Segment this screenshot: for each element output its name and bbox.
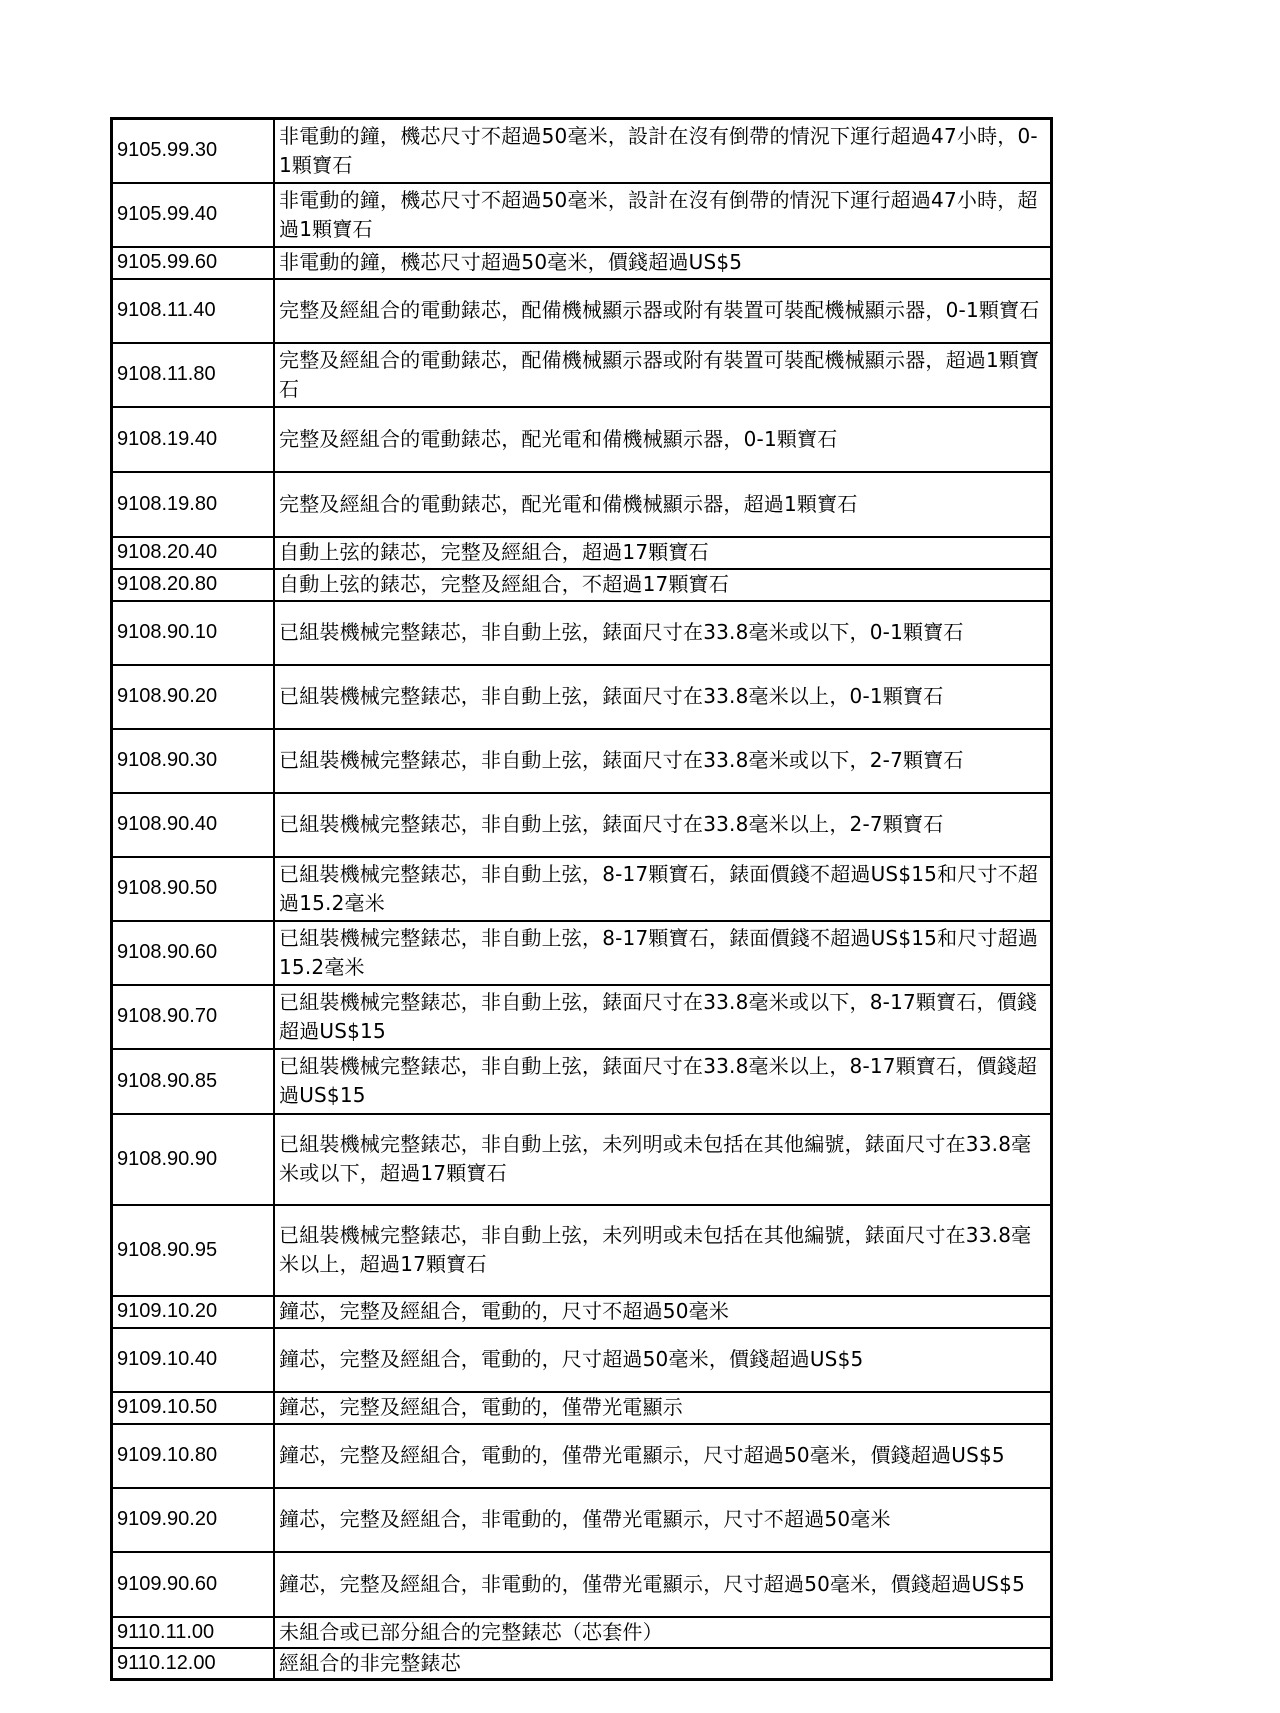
description-cell: 已組裝機械完整錶芯，非自動上弦，未列明或未包括在其他編號，錶面尺寸在33.8毫米以上，超過17顆寶石 bbox=[274, 1205, 1052, 1296]
hs-code-cell: 9109.10.50 bbox=[112, 1392, 275, 1424]
description-cell: 已組裝機械完整錶芯，非自動上弦，錶面尺寸在33.8毫米或以下，0-1顆寶石 bbox=[274, 601, 1052, 665]
hs-code-cell: 9105.99.30 bbox=[112, 119, 275, 183]
table-row bbox=[112, 1049, 1052, 1114]
table-row bbox=[112, 1552, 1052, 1617]
description-cell: 鐘芯，完整及經組合，電動的，尺寸不超過50毫米 bbox=[274, 1296, 1052, 1328]
hs-code-cell: 9110.11.00 bbox=[112, 1617, 275, 1648]
table-row bbox=[112, 247, 1052, 279]
table-row bbox=[112, 569, 1052, 601]
hs-code-cell: 9108.19.40 bbox=[112, 407, 275, 472]
description-cell: 鐘芯，完整及經組合，非電動的，僅帶光電顯示，尺寸超過50毫米，價錢超過US$5 bbox=[274, 1552, 1052, 1617]
table-row bbox=[112, 601, 1052, 665]
description-cell: 已組裝機械完整錶芯，非自動上弦，8-17顆寶石，錶面價錢不超過US$15和尺寸不超過15.2毫米 bbox=[274, 857, 1052, 921]
table-row bbox=[112, 1648, 1052, 1680]
table-row bbox=[112, 793, 1052, 857]
hs-code-cell: 9108.90.10 bbox=[112, 601, 275, 665]
hs-code-cell: 9110.12.00 bbox=[112, 1648, 275, 1680]
table-row bbox=[112, 857, 1052, 921]
table-row bbox=[112, 1392, 1052, 1424]
table-row bbox=[112, 665, 1052, 729]
hs-code-cell: 9105.99.40 bbox=[112, 183, 275, 247]
hs-code-cell: 9108.19.80 bbox=[112, 472, 275, 537]
description-cell: 自動上弦的錶芯，完整及經組合，不超過17顆寶石 bbox=[274, 569, 1052, 601]
description-cell: 完整及經組合的電動錶芯，配光電和備機械顯示器，0-1顆寶石 bbox=[274, 407, 1052, 472]
description-cell: 已組裝機械完整錶芯，非自動上弦，8-17顆寶石，錶面價錢不超過US$15和尺寸超過15.2毫米 bbox=[274, 921, 1052, 985]
description-cell: 完整及經組合的電動錶芯，配光電和備機械顯示器，超過1顆寶石 bbox=[274, 472, 1052, 537]
description-cell: 鐘芯，完整及經組合，非電動的，僅帶光電顯示，尺寸不超過50毫米 bbox=[274, 1488, 1052, 1552]
table-row bbox=[112, 1617, 1052, 1648]
table-body bbox=[112, 119, 1052, 1680]
hs-code-cell: 9108.20.40 bbox=[112, 537, 275, 569]
table-row bbox=[112, 1296, 1052, 1328]
hs-code-cell: 9108.90.50 bbox=[112, 857, 275, 921]
description-cell: 已組裝機械完整錶芯，非自動上弦，未列明或未包括在其他編號，錶面尺寸在33.8毫米或以下，超過17顆寶石 bbox=[274, 1114, 1052, 1205]
description-cell: 非電動的鐘，機芯尺寸不超過50毫米，設計在沒有倒帶的情況下運行超過47小時，0-1顆寶石 bbox=[274, 119, 1052, 183]
table-row bbox=[112, 1488, 1052, 1552]
description-cell: 已組裝機械完整錶芯，非自動上弦，錶面尺寸在33.8毫米或以下，8-17顆寶石，價錢超過US$15 bbox=[274, 985, 1052, 1049]
description-cell: 自動上弦的錶芯，完整及經組合，超過17顆寶石 bbox=[274, 537, 1052, 569]
hs-code-cell: 9108.90.85 bbox=[112, 1049, 275, 1114]
table-row bbox=[112, 472, 1052, 537]
table-row bbox=[112, 119, 1052, 183]
description-cell: 經組合的非完整錶芯 bbox=[274, 1648, 1052, 1680]
description-cell: 完整及經組合的電動錶芯，配備機械顯示器或附有裝置可裝配機械顯示器，超過1顆寶石 bbox=[274, 343, 1052, 407]
description-cell: 已組裝機械完整錶芯，非自動上弦，錶面尺寸在33.8毫米以上，2-7顆寶石 bbox=[274, 793, 1052, 857]
hs-code-cell: 9108.90.60 bbox=[112, 921, 275, 985]
table-row bbox=[112, 183, 1052, 247]
table-row bbox=[112, 921, 1052, 985]
hs-code-cell: 9108.11.40 bbox=[112, 279, 275, 343]
description-cell: 鐘芯，完整及經組合，電動的，僅帶光電顯示，尺寸超過50毫米，價錢超過US$5 bbox=[274, 1424, 1052, 1488]
description-cell: 已組裝機械完整錶芯，非自動上弦，錶面尺寸在33.8毫米以上，8-17顆寶石，價錢超過US$15 bbox=[274, 1049, 1052, 1114]
hs-code-cell: 9105.99.60 bbox=[112, 247, 275, 279]
table-row bbox=[112, 1114, 1052, 1205]
hs-code-cell: 9108.11.80 bbox=[112, 343, 275, 407]
description-cell: 鐘芯，完整及經組合，電動的，僅帶光電顯示 bbox=[274, 1392, 1052, 1424]
hs-code-cell: 9108.90.70 bbox=[112, 985, 275, 1049]
tariff-code-table bbox=[110, 117, 1053, 1681]
description-cell: 非電動的鐘，機芯尺寸超過50毫米，價錢超過US$5 bbox=[274, 247, 1052, 279]
table-row bbox=[112, 729, 1052, 793]
hs-code-cell: 9109.10.80 bbox=[112, 1424, 275, 1488]
hs-code-cell: 9108.90.90 bbox=[112, 1114, 275, 1205]
table-row bbox=[112, 1424, 1052, 1488]
description-cell: 非電動的鐘，機芯尺寸不超過50毫米，設計在沒有倒帶的情況下運行超過47小時，超過1顆寶石 bbox=[274, 183, 1052, 247]
description-cell: 完整及經組合的電動錶芯，配備機械顯示器或附有裝置可裝配機械顯示器，0-1顆寶石 bbox=[274, 279, 1052, 343]
table-row bbox=[112, 985, 1052, 1049]
description-cell: 已組裝機械完整錶芯，非自動上弦，錶面尺寸在33.8毫米或以下，2-7顆寶石 bbox=[274, 729, 1052, 793]
hs-code-cell: 9108.20.80 bbox=[112, 569, 275, 601]
description-cell: 已組裝機械完整錶芯，非自動上弦，錶面尺寸在33.8毫米以上，0-1顆寶石 bbox=[274, 665, 1052, 729]
table-row bbox=[112, 279, 1052, 343]
table-row bbox=[112, 537, 1052, 569]
hs-code-cell: 9109.10.20 bbox=[112, 1296, 275, 1328]
hs-code-cell: 9108.90.20 bbox=[112, 665, 275, 729]
description-cell: 鐘芯，完整及經組合，電動的，尺寸超過50毫米，價錢超過US$5 bbox=[274, 1328, 1052, 1392]
table-row bbox=[112, 407, 1052, 472]
hs-code-cell: 9109.90.60 bbox=[112, 1552, 275, 1617]
table-row bbox=[112, 1205, 1052, 1296]
hs-code-cell: 9108.90.40 bbox=[112, 793, 275, 857]
description-cell: 未組合或已部分組合的完整錶芯（芯套件） bbox=[274, 1617, 1052, 1648]
hs-code-cell: 9109.10.40 bbox=[112, 1328, 275, 1392]
table-row bbox=[112, 1328, 1052, 1392]
hs-code-cell: 9109.90.20 bbox=[112, 1488, 275, 1552]
table-row bbox=[112, 343, 1052, 407]
hs-code-cell: 9108.90.30 bbox=[112, 729, 275, 793]
hs-code-cell: 9108.90.95 bbox=[112, 1205, 275, 1296]
